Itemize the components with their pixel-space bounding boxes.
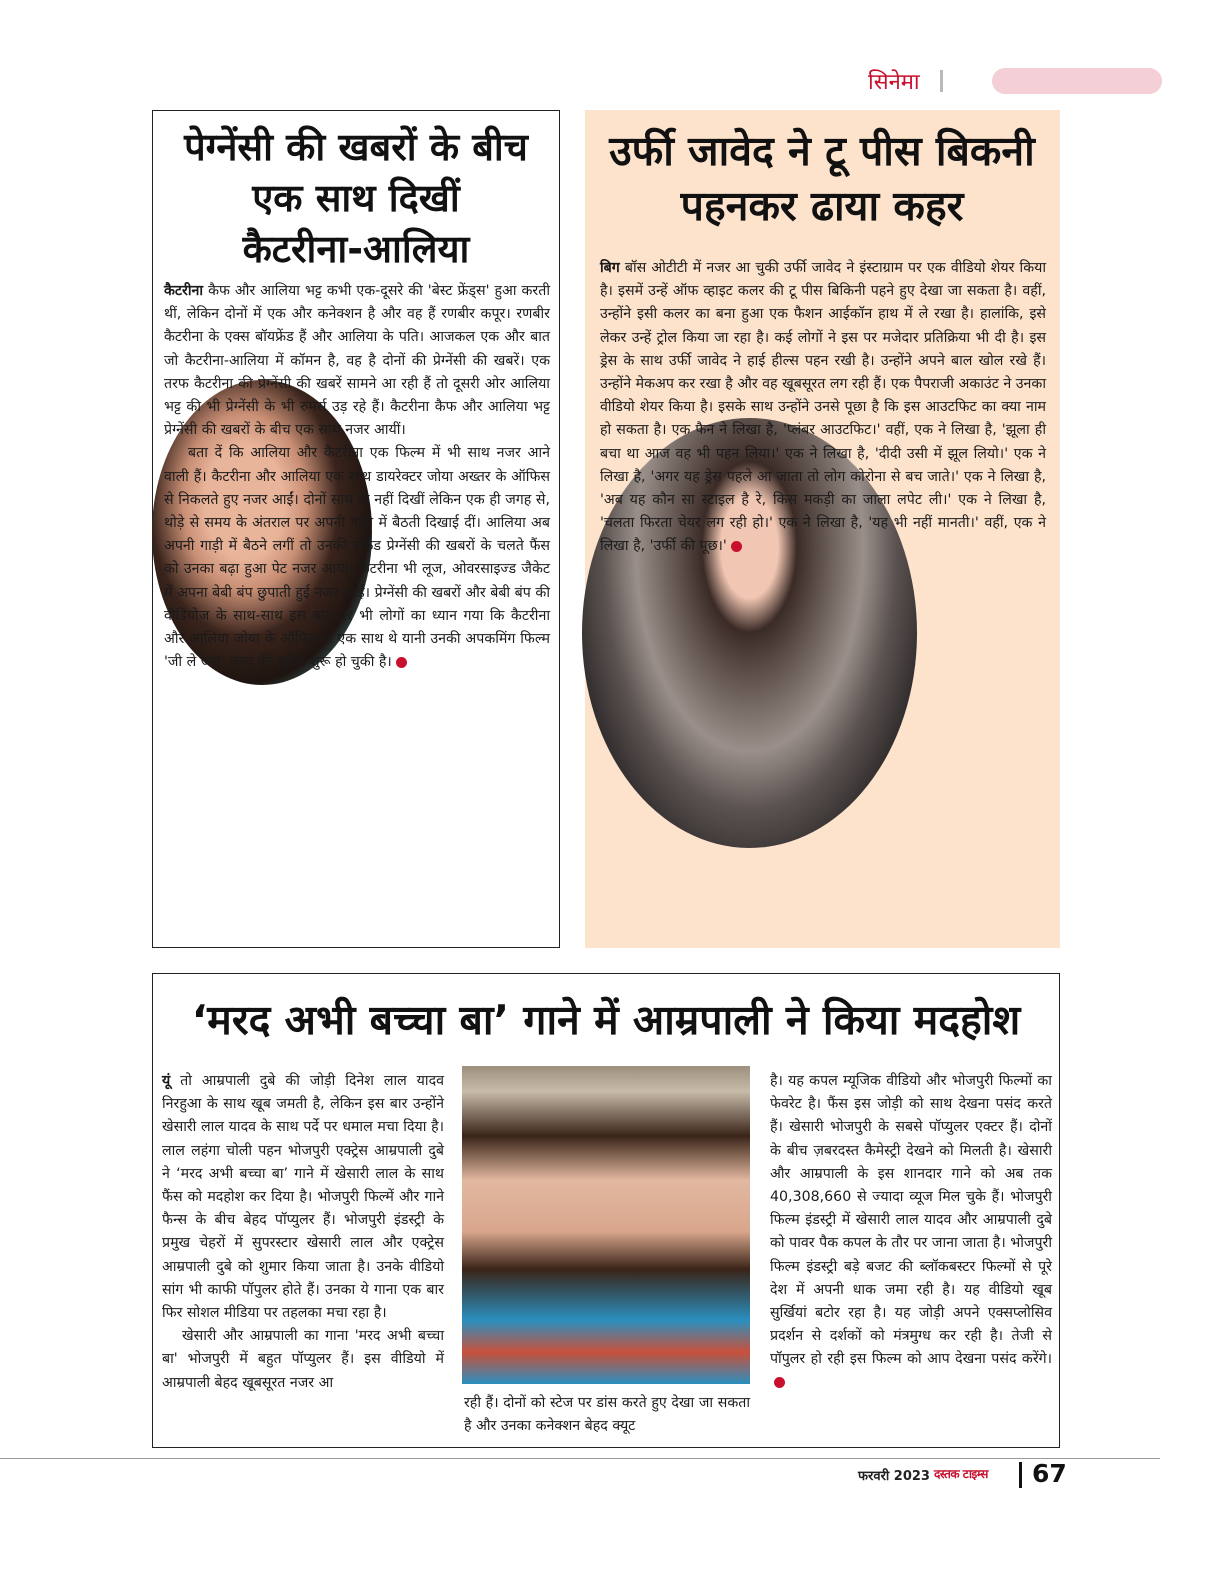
paragraph: रही हैं। दोनों को स्टेज पर डांस करते हुए देखा जा सकता है और उनका कनेक्शन बेहद क्यूट [464, 1395, 750, 1435]
paragraph: तो आम्रपाली दुबे की जोड़ी दिनेश लाल यादव निरहुआ के साथ खूब जमती है, लेकिन इस बार उन्होंने खेसारी लाल यादव के साथ पर्दे पर धमाल मचा दिया है। लाल लहंगा चोली पहन भोजपुरी एक्ट्रेस आम्रपाली दुबे ने ‘मरद अभी बच्चा बा’ गाने में खेसारी लाल के साथ फैंस को मदहोश कर दिया है। भोजपुरी फिल्में और गाने फैन्स के बीच बेहद पॉप्युलर हैं। भोजपुरी इंडस्ट्री के प्रमुख चेहरों में सुपरस्टार खेसारी लाल और एक्ट्रेस आम्रपाली दुबे को शुमार किया जाता है। उनके वीडियो सांग भी काफी पॉपुलर होते हैं। उनका ये गाना एक बार फिर सोशल मीडिया पर तहलका मचा रहा है। [162, 1073, 444, 1322]
article-katrina-alia-body [164, 280, 550, 674]
article-amrapali-column-2 [464, 1392, 750, 1438]
section-pill-decoration [992, 68, 1162, 94]
end-mark-icon [731, 541, 742, 552]
headline-line: पहनकर ढाया कहर [680, 182, 964, 230]
end-mark-icon [774, 1377, 785, 1388]
lead-word: कैटरीना [164, 283, 204, 299]
amrapali-portrait-photo [462, 1066, 750, 1384]
paragraph: कैफ और आलिया भट्ट कभी एक-दूसरे की 'बेस्ट फ्रेंड्स' हुआ करती थीं, लेकिन दोनों में एक और कनेक्शन है और वह हैं रणबीर कपूर। रणबीर कैटरीना के एक्स बॉयफ्रेंड हैं और आलिया के पति। आजकल एक और बात जो कैटरीना-आलिया में कॉमन है, वह है दोनों की प्रेग्नेंसी की खबरें। एक तरफ कैटरीना की प्रेग्नेंसी की खबरें सामने आ रही हैं तो दूसरी ओर आलिया भट्ट की भी प्रेग्नेंसी के भी रुमर्स उड़ रहे हैं। कैटरीना कैफ और आलिया भट्ट प्रेग्नेंसी की खबरों के बीच एक साथ नजर आयीं। [164, 283, 550, 439]
footer-magazine-logo: दस्तक टाइम्स [934, 1467, 988, 1481]
lead-word: यूं [162, 1073, 171, 1089]
article-amrapali-headline: ‘मरद अभी बच्चा बा’ गाने में आम्रपाली ने किया मदहोश [191, 996, 1021, 1044]
section-label: सिनेमा [868, 70, 920, 95]
page-number: 67 [1032, 1459, 1067, 1488]
article-katrina-alia-headline [158, 122, 554, 275]
end-mark-icon [396, 657, 407, 668]
footer-issue-date: फरवरी 2023 [858, 1469, 930, 1484]
article-amrapali-column-1 [162, 1070, 444, 1395]
article-amrapali-column-3 [770, 1070, 1052, 1395]
footer-separator [1019, 1462, 1022, 1488]
paragraph: बॉस ओटीटी में नजर आ चुकी उर्फी जावेद ने इंस्टाग्राम पर एक वीडियो शेयर किया है। इसमें उन्हें ऑफ व्हाइट कलर की टू पीस बिकिनी पहने हुए देखा जा सकता है। वहीं, उन्होंने इसी कलर का बना हुआ एक फैशन आईकॉन हाथ में ले रखा है। हालांकि, इसे लेकर उन्हें ट्रोल किया जा रहा है। कई लोगों ने इस पर मजेदार प्रतिक्रिया भी दी है। इस ड्रेस के साथ उर्फी जावेद ने हाई हील्स पहन रखी है। उन्होंने अपने बाल खोल रखे हैं। उन्होंने मेकअप कर रखा है और वह खूबसूरत लग रही हैं। एक पैपराजी अकाउंट ने उनका वीडियो शेयर किया है। इसके साथ उन्होंने उनसे पूछा है कि इस आउटफिट का क्या नाम हो सकता है। एक फैन ने लिखा है, 'प्लंबर आउटफिट।' वहीं, एक ने लिखा है, 'झूला ही बचा था आज वह भी पहन लिया।' एक ने लिखा है, 'दीदी उसी में झूल लियो।' एक ने लिखा है, 'अगर यह ड्रेस पहले आ जाता तो लोग कोरोना से बच जाते।' एक ने लिखा है, 'अब यह कौन सा स्टाइल है रे, किस मकड़ी का जाला लपेट ली।' एक ने लिखा है, 'चलता फिरता चेयर लग रही हो।' एक ने लिखा है, 'यह भी नहीं मानती।' वहीं, एक ने लिखा है, 'उर्फी की पूछ।' [600, 260, 1046, 555]
article-urfi-body [600, 257, 1046, 559]
paragraph: खेसारी और आम्रपाली का गाना 'मरद अभी बच्चा बा' भोजपुरी में बहुत पॉप्युलर हैं। इस वीडियो में आम्रपाली बेहद खूबसूरत नजर आ [162, 1328, 444, 1391]
section-divider [940, 70, 943, 92]
headline-line: पेग्नेंसी की खबरों के बीच [184, 125, 528, 169]
headline-line: एक साथ दिखीं [252, 176, 460, 220]
headline-line: कैटरीना-आलिया [242, 227, 470, 271]
paragraph: बता दें कि आलिया और कैटरीना एक फिल्म में भी साथ नजर आने वाली हैं। कैटरीना और आलिया एक साथ डायरेक्टर जोया अख्तर के ऑफिस से निकलते हुए नजर आईं। दोनों साथ तो नहीं दिखीं लेकिन एक ही जगह से, थोड़े से समय के अंतराल पर अपनी गाड़ी में बैठती दिखाई दीं। आलिया अब अपनी गाड़ी में बैठने लगीं तो उनकी सेकेंड प्रेग्नेंसी की खबरों के चलते फैंस को उनका बढ़ा हुआ पेट नजर आया। कैटरीना भी लूज, ओवरसाइज्ड जैकेट में अपना बेबी बंप छुपाती हुई नजर आईं। प्रेग्नेंसी की खबरों और बेबी बंप की वीडियोज के साथ-साथ इस बात पर भी लोगों का ध्यान गया कि कैटरीना और आलिया जोया के ऑफिस में एक साथ थे यानी उनकी अपकमिंग फिल्म 'जी ले जरा' जल्द की शूटिंग शुरू हो चुकी है। [164, 445, 550, 671]
paragraph: है। यह कपल म्यूजिक वीडियो और भोजपुरी फिल्मों का फेवरेट है। फैंस इस जोड़ी को साथ देखना पसंद करते हैं। खेसारी भोजपुरी के सबसे पॉप्युलर एक्टर हैं। दोनों के बीच ज़बरदस्त कैमेस्ट्री देखने को मिलती है। खेसारी और आम्रपाली के इस शानदार गाने को अब तक 40,308,660 से ज्यादा व्यूज मिल चुके हैं। भोजपुरी फिल्म इंडस्ट्री में खेसारी लाल यादव और आम्रपाली दुबे को पावर पैक कपल के तौर पर जाना जाता है। भोजपुरी फिल्म इंडस्ट्री बड़े बजट की ब्लॉकबस्टर फिल्मों से पूरे देश में अपनी धाक जमा रही है। यह वीडियो खूब सुर्खियां बटोर रहा है। यह जोड़ी अपने एक्सप्लोसिव प्रदर्शन से दर्शकों को मंत्रमुग्ध कर रही है। तेजी से पॉपुलर हो रही इस फिल्म को आप देखना पसंद करेंगे। [770, 1073, 1052, 1368]
footer-rule [0, 1458, 1160, 1459]
headline-line: उर्फी जावेद ने टू पीस बिकनी [609, 127, 1035, 175]
article-urfi-headline [592, 124, 1052, 234]
lead-word: बिग [600, 260, 620, 276]
